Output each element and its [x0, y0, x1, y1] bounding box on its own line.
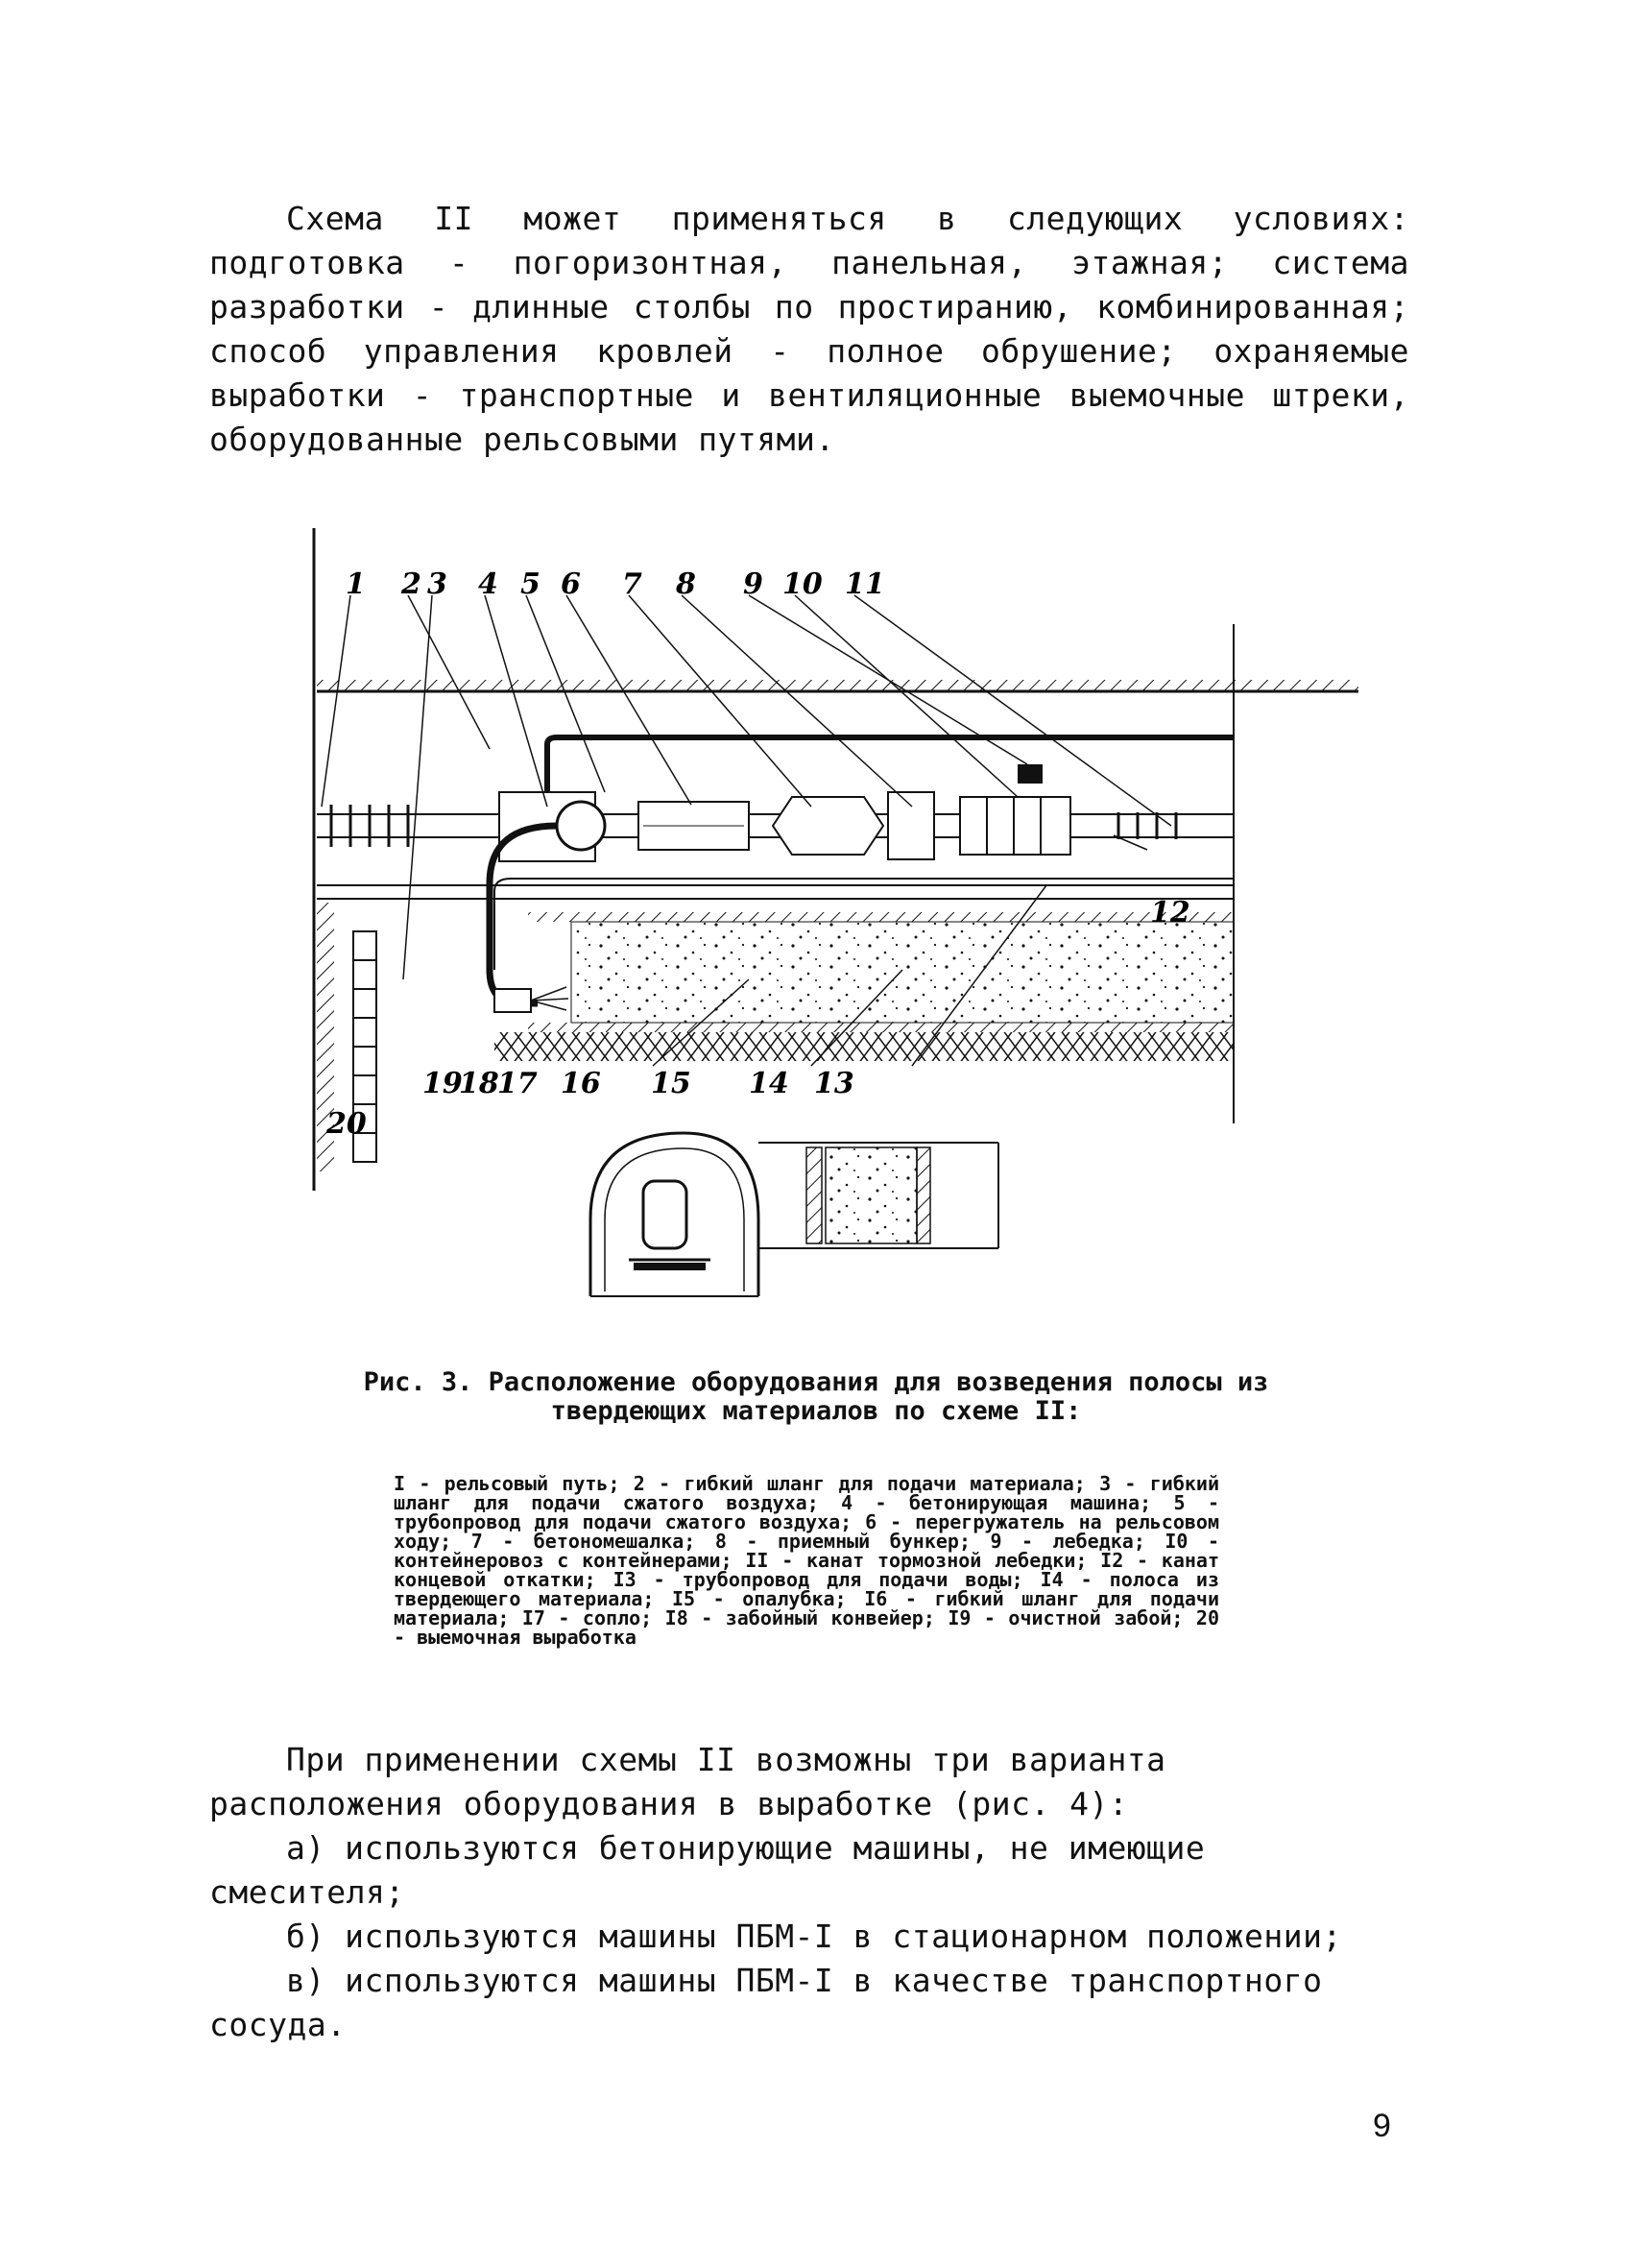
label-18: 18 — [459, 1067, 499, 1100]
label-15: 15 — [651, 1067, 691, 1100]
label-1: 1 — [346, 567, 366, 601]
label-19: 19 — [422, 1067, 463, 1100]
variant-item-b: б) используются машины ПБМ-I в стационарном положении; — [286, 1918, 1342, 1955]
variant-item-c: в) используются машины ПБМ-I в качестве транспортного сосуда. — [209, 1962, 1323, 2043]
roadway-floor — [317, 885, 1234, 899]
label-5: 5 — [520, 567, 540, 601]
label-14: 14 — [749, 1067, 789, 1100]
label-12: 12 — [1150, 896, 1190, 929]
label-17: 17 — [497, 1067, 538, 1100]
label-4: 4 — [478, 567, 498, 601]
label-6: 6 — [561, 567, 581, 601]
label-7: 7 — [622, 567, 642, 601]
label-16: 16 — [561, 1067, 601, 1100]
filling-strip — [528, 912, 1234, 1032]
concrete-mixer — [773, 797, 883, 855]
floor-rock — [494, 1032, 1234, 1061]
equipment-layout-diagram — [288, 519, 1363, 1315]
intro-text: Схема II может применяться в следующих условиях: подготовка - погоризонтная, панельная, этажная; система разработки - длинные столбы по простиранию, комбинированная; способ управления кровлей - полное обрушение; охраняемые выработки - транспортные и вентиляционные выемочные штреки, оборудованные рельсовыми путями. — [209, 200, 1409, 458]
label-9: 9 — [743, 567, 763, 601]
label-8: 8 — [676, 567, 696, 601]
variants-lead: При применении схемы II возможны три варианта расположения оборудования в выработке (рис. 4): — [209, 1741, 1166, 1822]
page-number: 9 — [1373, 2108, 1391, 2144]
transfer-loader — [638, 802, 749, 850]
container-carrier — [960, 797, 1070, 855]
winch — [1018, 764, 1043, 784]
label-11: 11 — [845, 567, 885, 601]
label-20: 20 — [326, 1107, 367, 1141]
strip-plan-view — [758, 1143, 998, 1248]
variant-item-a: а) используются бетонирующие машины, не имеющие смесителя; — [209, 1829, 1206, 1911]
label-10: 10 — [782, 567, 823, 601]
variants-section — [209, 1738, 1409, 2047]
cross-section-view — [590, 1133, 758, 1296]
intro-paragraph — [209, 197, 1409, 462]
figure-legend: I - рельсовый путь; 2 - гибкий шланг для подачи материала; 3 - гибкий шланг для подачи сжатого воздуха; 4 - бетонирующая машина; 5 - трубопровод для подачи сжатого воздуха; 6 - перегружатель на рельсовом ходу; 7 - бетономешалка; 8 - приемный бункер; 9 - лебедка; I0 - контейнеровоз с контейнерами; II - канат тормозной лебедки; I2 - канат концевой откатки; I3 - трубопровод для подачи воды; I4 - полоса из твердеющего материала; I5 - опалубка; I6 - гибкий шланг для подачи материала; I7 - сопло; I8 - забойный конвейер; I9 - очистной забой; 20 - выемочная выработка — [394, 1472, 1219, 1649]
figure-caption: Рис. 3. Расположение оборудования для возведения полосы из твердеющих материалов по схеме II: — [363, 1367, 1269, 1426]
label-3: 3 — [427, 567, 447, 601]
receiving-hopper — [888, 792, 934, 859]
nozzle — [494, 987, 568, 1012]
label-13: 13 — [814, 1067, 854, 1100]
label-2: 2 — [401, 567, 421, 601]
roof-rock — [317, 680, 1358, 691]
